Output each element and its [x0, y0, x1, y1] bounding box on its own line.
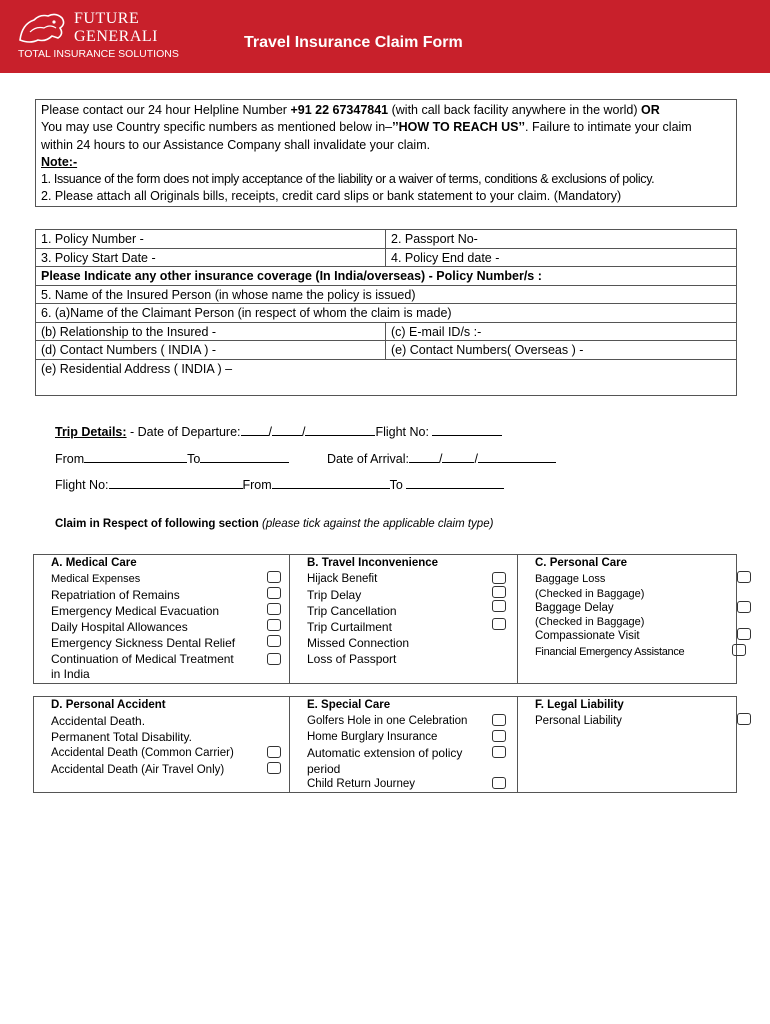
departure-day-input[interactable] [241, 423, 269, 436]
brand-name-line2: GENERALI [74, 28, 158, 45]
checkbox[interactable] [267, 571, 281, 583]
checkbox[interactable] [267, 603, 281, 615]
table-row [36, 249, 736, 268]
checkbox[interactable] [267, 635, 281, 647]
residential-address-field[interactable]: (e) Residential Address ( INDIA ) – [41, 361, 233, 376]
claim-item: Child Return Journey [307, 778, 416, 790]
note-1: 1. Issuance of the form does not imply acceptance of the liability or a waiver of terms, conditions & exclusions of policy. [41, 172, 655, 187]
claim-item: Medical Expenses [51, 573, 141, 585]
flight-no-label-2: Flight No: [55, 478, 109, 492]
arrival-label: Date of Arrival: [327, 452, 409, 466]
departure-year-input[interactable] [305, 423, 375, 436]
policy-start-date-field[interactable]: 3. Policy Start Date - [36, 249, 386, 267]
how-to-reach-us: ’’HOW TO REACH US’’ [392, 120, 525, 135]
checkbox[interactable] [492, 714, 506, 726]
claim-item: in India [51, 667, 90, 681]
notice-text: Please contact our 24 hour Helpline Number [41, 103, 291, 117]
departure-month-input[interactable] [272, 423, 302, 436]
claim-sections-abc [33, 554, 737, 684]
checkbox[interactable] [267, 653, 281, 665]
claim-item: Accidental Death. [51, 714, 146, 728]
insured-name-field[interactable]: 5. Name of the Insured Person (in whose name the policy is issued) [41, 287, 416, 302]
checkbox[interactable] [267, 746, 281, 758]
table-row [36, 304, 736, 323]
contact-overseas-field[interactable]: (e) Contact Numbers( Overseas ) - [391, 343, 584, 357]
section-personal-care [517, 555, 738, 683]
form-title: Travel Insurance Claim Form [244, 34, 463, 51]
date-separator: / [438, 452, 443, 466]
header-banner [0, 0, 770, 73]
claim-item-note: (Checked in Baggage) [535, 616, 645, 628]
checkbox[interactable] [267, 587, 281, 599]
checkbox[interactable] [737, 601, 751, 613]
checkbox[interactable] [737, 713, 751, 725]
notice-line-1 [41, 102, 731, 119]
claim-section-heading [55, 518, 493, 530]
flight-no-input-2[interactable] [109, 476, 243, 489]
claim-item: Trip Curtailment [307, 620, 392, 634]
to-label: To [187, 452, 201, 466]
table-row [36, 360, 736, 396]
section-title: D. Personal Accident [51, 699, 166, 711]
notice-text: You may use Country specific numbers as mentioned below in– [41, 120, 393, 135]
trip-details-line-3 [55, 476, 504, 492]
helpline-number: +91 22 67347841 [290, 103, 389, 117]
brand-tagline: TOTAL INSURANCE SOLUTIONS [18, 48, 179, 60]
from-input-2[interactable] [272, 476, 390, 489]
other-coverage-field[interactable]: Please Indicate any other insurance coverage (In India/overseas) - Policy Number/s : [41, 269, 542, 283]
claim-item: Loss of Passport [307, 652, 397, 666]
claim-heading-hint: (please tick against the applicable claim type) [262, 518, 494, 530]
to-input[interactable] [200, 450, 289, 463]
claim-item: Accidental Death (Common Carrier) [51, 747, 234, 759]
section-special-care [289, 697, 517, 792]
checkbox[interactable] [492, 600, 506, 612]
checkbox[interactable] [737, 571, 751, 583]
claim-item: Trip Delay [307, 588, 362, 602]
date-separator: / [474, 452, 478, 466]
claim-item: Compassionate Visit [535, 630, 640, 642]
claim-item-note: (Checked in Baggage) [535, 588, 645, 600]
helpline-notice [35, 99, 737, 207]
claimant-name-field[interactable]: 6. (a)Name of the Claimant Person (in respect of whom the claim is made) [41, 306, 452, 320]
checkbox[interactable] [492, 730, 506, 742]
date-separator: / [301, 425, 306, 439]
section-title: B. Travel Inconvenience [307, 557, 439, 569]
from-input[interactable] [84, 450, 187, 463]
checkbox[interactable] [267, 762, 281, 774]
brand-name-line1: FUTURE [74, 10, 140, 27]
section-title: F. Legal Liability [535, 699, 624, 711]
arrival-year-input[interactable] [478, 450, 556, 463]
table-row [36, 230, 736, 249]
notice-text: (with call back facility anywhere in the world) [388, 103, 641, 117]
claim-item: Daily Hospital Allowances [51, 620, 188, 634]
brand-logo [10, 8, 179, 64]
claim-item: Baggage Delay [535, 602, 614, 614]
claim-sections-def [33, 696, 737, 793]
note-2: 2. Please attach all Originals bills, receipts, credit card slips or bank statement to your claim. (Mandatory) [41, 189, 622, 204]
notice-line-2 [41, 119, 731, 136]
section-title: A. Medical Care [51, 557, 137, 569]
claim-item: Golfers Hole in one Celebration [307, 715, 468, 727]
claim-item: Home Burglary Insurance [307, 731, 438, 743]
claim-item: Personal Liability [535, 715, 622, 727]
checkbox[interactable] [492, 746, 506, 758]
from-label: From [55, 452, 85, 466]
claim-item: Emergency Sickness Dental Relief [51, 636, 236, 650]
section-medical-care [34, 555, 289, 683]
claim-item: Accidental Death (Air Travel Only) [51, 764, 225, 776]
departure-label: - Date of Departure: [126, 425, 241, 439]
checkbox[interactable] [492, 618, 506, 630]
email-field[interactable]: (c) E-mail ID/s :- [391, 324, 482, 339]
section-legal-liability [517, 697, 738, 792]
claim-item: Baggage Loss [535, 573, 606, 585]
section-travel-inconvenience [289, 555, 517, 683]
trip-details-line-2 [55, 450, 289, 466]
checkbox[interactable] [492, 572, 506, 584]
policy-number-field[interactable]: 1. Policy Number - [36, 230, 386, 248]
claim-item: Permanent Total Disability. [51, 730, 192, 744]
date-separator: / [268, 425, 272, 439]
checkbox[interactable] [737, 628, 751, 640]
claim-item: Trip Cancellation [307, 604, 397, 618]
checkbox[interactable] [492, 777, 506, 789]
arrival-day-input[interactable] [409, 450, 439, 463]
to-label-2: To [389, 478, 403, 492]
relationship-field[interactable]: (b) Relationship to the Insured - [36, 323, 386, 341]
table-row [36, 267, 736, 286]
claim-item: period [307, 762, 341, 776]
from-label-2: From [242, 478, 272, 492]
checkbox[interactable] [732, 644, 746, 656]
claim-item: Continuation of Medical Treatment [51, 652, 234, 666]
trip-details-line-1 [55, 423, 502, 439]
arrival-date [327, 450, 556, 466]
checkbox[interactable] [492, 586, 506, 598]
contact-india-field[interactable]: (d) Contact Numbers ( INDIA ) - [36, 341, 386, 359]
flight-no-label: Flight No: [375, 425, 429, 439]
insured-details-table [35, 229, 737, 396]
notice-or: OR [641, 103, 660, 117]
trip-details-label: Trip Details: [55, 425, 127, 439]
claim-item: Automatic extension of policy [307, 746, 463, 760]
lion-logo-icon [16, 10, 70, 46]
passport-field[interactable]: 2. Passport No- [391, 232, 478, 246]
flight-no-input[interactable] [432, 423, 502, 436]
policy-end-date-field[interactable]: 4. Policy End date - [391, 250, 500, 265]
claim-item: Repatriation of Remains [51, 588, 180, 602]
section-personal-accident [34, 697, 289, 792]
notice-text: . Failure to intimate your claim [525, 120, 692, 135]
note-label: Note:- [41, 154, 78, 169]
section-title: C. Personal Care [535, 557, 628, 569]
checkbox[interactable] [267, 619, 281, 631]
claim-item: Hijack Benefit [307, 573, 378, 585]
section-title: E. Special Care [307, 699, 391, 711]
notice-line-3: within 24 hours to our Assistance Company shall invalidate your claim. [41, 137, 431, 152]
claim-item: Missed Connection [307, 636, 410, 650]
table-row [36, 341, 736, 360]
arrival-month-input[interactable] [442, 450, 474, 463]
claim-heading-text: Claim in Respect of following section [55, 518, 259, 530]
table-row [36, 323, 736, 342]
table-row [36, 286, 736, 305]
claim-item: Emergency Medical Evacuation [51, 604, 220, 618]
to-input-2[interactable] [406, 476, 504, 489]
claim-item: Financial Emergency Assistance [535, 646, 685, 658]
